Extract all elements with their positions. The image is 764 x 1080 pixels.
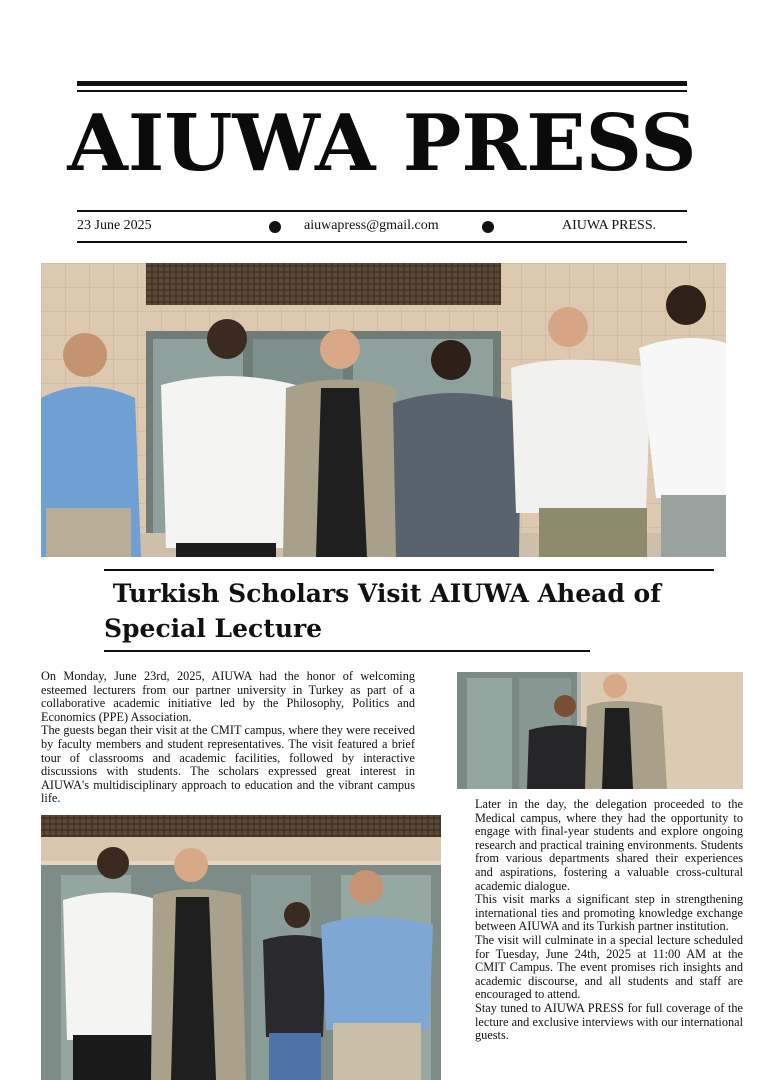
masthead-rule-thin [77,90,687,92]
headline-line-2: Special Lecture [104,614,323,643]
issue-date: 23 June 2025 [77,218,152,233]
group-photo-bottom [41,815,441,1080]
headline-line-1: Turkish Scholars Visit AIUWA Ahead of [104,579,661,608]
bullet-dot-icon [269,221,281,233]
article-left-column [41,670,415,806]
headline-rule-top [104,569,714,571]
article-right-column [475,798,743,1043]
masthead-rule-thick [77,81,687,86]
article-paragraph: The guests began their visit at the CMIT campus, where they were received by faculty members and student representatives. The visit featured a brief tour of classrooms and academic facilities, followed by interactive discussions with students. The scholars expressed great interest in AIUWA's multidisciplinary approach to education and the vibrant campus life. [41,723,415,806]
guests-photo-small [457,672,743,789]
contact-email[interactable]: aiuwapress@gmail.com [304,218,439,233]
article-paragraph: The visit will culminate in a special lecture scheduled for Tuesday, June 24th, 2025 at 11:00 AM at the CMIT Campus. The event promises rich insights and academic discourse, and all students and staff are encouraged to attend. [475,932,743,1002]
article-paragraph: Later in the day, the delegation proceeded to the Medical campus, where they had the opportunity to engage with final-year students and explore ongoing research and practical training environments. Students from various departments shared their experiences and aspirations, fostering a valuable cross-cultural academic dialogue. [475,797,743,893]
article-headline [104,576,724,646]
info-bar-rule-bottom [77,241,687,243]
main-group-photo [41,263,726,557]
headline-rule-bottom [104,650,590,652]
masthead-title: AIUWA PRESS [67,98,697,189]
bullet-dot-icon [482,221,494,233]
article-paragraph: On Monday, June 23rd, 2025, AIUWA had the honor of welcoming esteemed lecturers from our partner university in Turkey as part of a collaborative academic initiative led by the Philosophy, Politics and Economics (PPE) Association. [41,669,415,724]
article-paragraph: This visit marks a significant step in strengthening international ties and promoting knowledge exchange between AIUWA and its Turkish partner institution. [475,892,743,934]
info-bar-rule-top [77,210,687,212]
publisher-name: AIUWA PRESS. [562,218,657,233]
article-paragraph: Stay tuned to AIUWA PRESS for full coverage of the lecture and exclusive interviews with our international guests. [475,1000,743,1043]
